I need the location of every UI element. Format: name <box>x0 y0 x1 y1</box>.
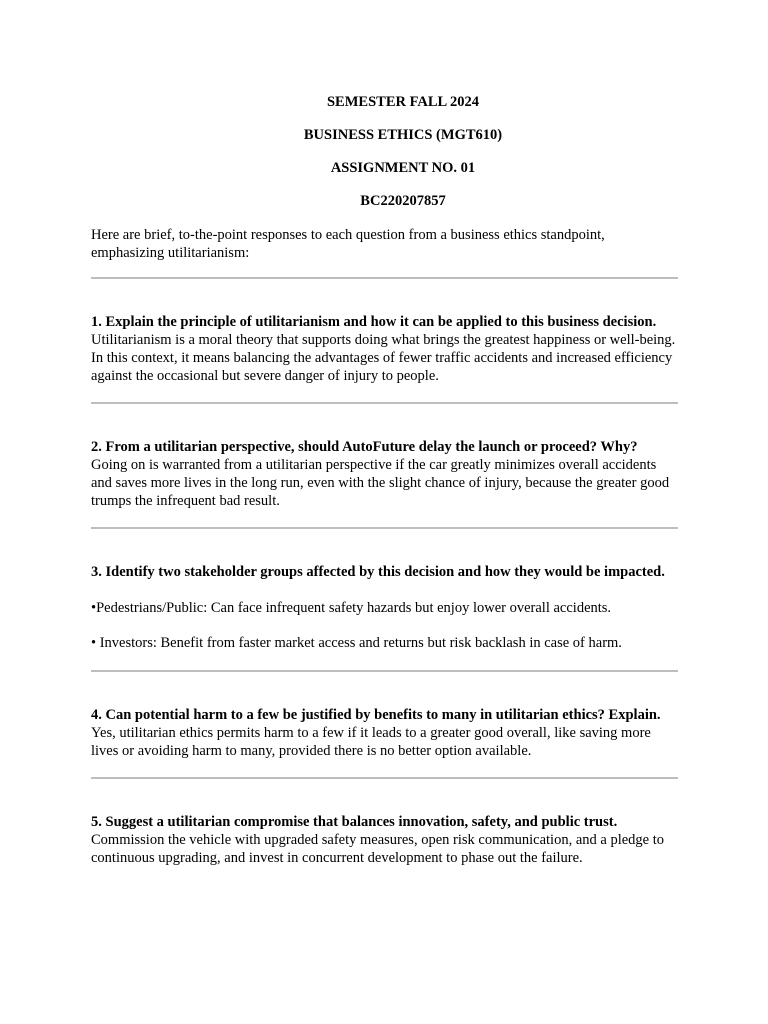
section-1 <box>91 313 679 385</box>
course-heading: BUSINESS ETHICS (MGT610) <box>303 127 503 143</box>
question-5: 5. Suggest a utilitarian compromise that balances innovation, safety, and public trust. <box>91 814 618 830</box>
answer-4: Yes, utilitarian ethics permits harm to a few if it leads to a greater good overall, like saving more lives or avoiding harm to many, provided there is no better option available. <box>91 725 651 759</box>
section-divider <box>91 527 678 529</box>
section-2 <box>91 438 679 510</box>
student-id-heading: BC220207857 <box>360 193 446 209</box>
intro-paragraph: Here are brief, to-the-point responses to each question from a business ethics standpoint, emphasizing utilitarianism: <box>91 227 605 261</box>
section-divider <box>91 277 678 279</box>
question-4: 4. Can potential harm to a few be justified by benefits to many in utilitarian ethics? Explain. <box>91 707 661 723</box>
question-1: 1. Explain the principle of utilitarianism and how it can be applied to this business decision. <box>91 314 657 330</box>
assignment-heading: ASSIGNMENT NO. 01 <box>330 160 476 176</box>
section-divider <box>91 670 678 672</box>
section-divider <box>91 402 678 404</box>
section-4 <box>91 706 679 760</box>
section-3 <box>91 563 679 652</box>
section-5 <box>91 813 679 867</box>
bullet-investors: • Investors: Benefit from faster market access and returns but risk backlash in case of harm. <box>91 635 622 651</box>
answer-2: Going on is warranted from a utilitarian perspective if the car greatly minimizes overall accidents and saves more lives in the long run, even with the slight chance of injury, because the greater good trumps the infrequent bad result. <box>91 457 670 509</box>
document-page <box>91 93 679 867</box>
answer-5: Commission the vehicle with upgraded safety measures, open risk communication, and a pledge to continuous upgrading, and invest in concurrent development to phase out the failure. <box>91 832 665 866</box>
semester-heading: SEMESTER FALL 2024 <box>326 94 480 110</box>
section-divider <box>91 777 678 779</box>
bullet-pedestrians: •Pedestrians/Public: Can face infrequent safety hazards but enjoy lower overall accidents. <box>91 600 612 616</box>
answer-1: Utilitarianism is a moral theory that supports doing what brings the greatest happiness or well-being. In this context, it means balancing the advantages of fewer traffic accidents and increased efficiency against the occasional but severe danger of injury to people. <box>91 332 676 384</box>
question-2: 2. From a utilitarian perspective, should AutoFuture delay the launch or proceed? Why? <box>91 439 638 455</box>
question-3: 3. Identify two stakeholder groups affected by this decision and how they would be impacted. <box>91 564 665 580</box>
